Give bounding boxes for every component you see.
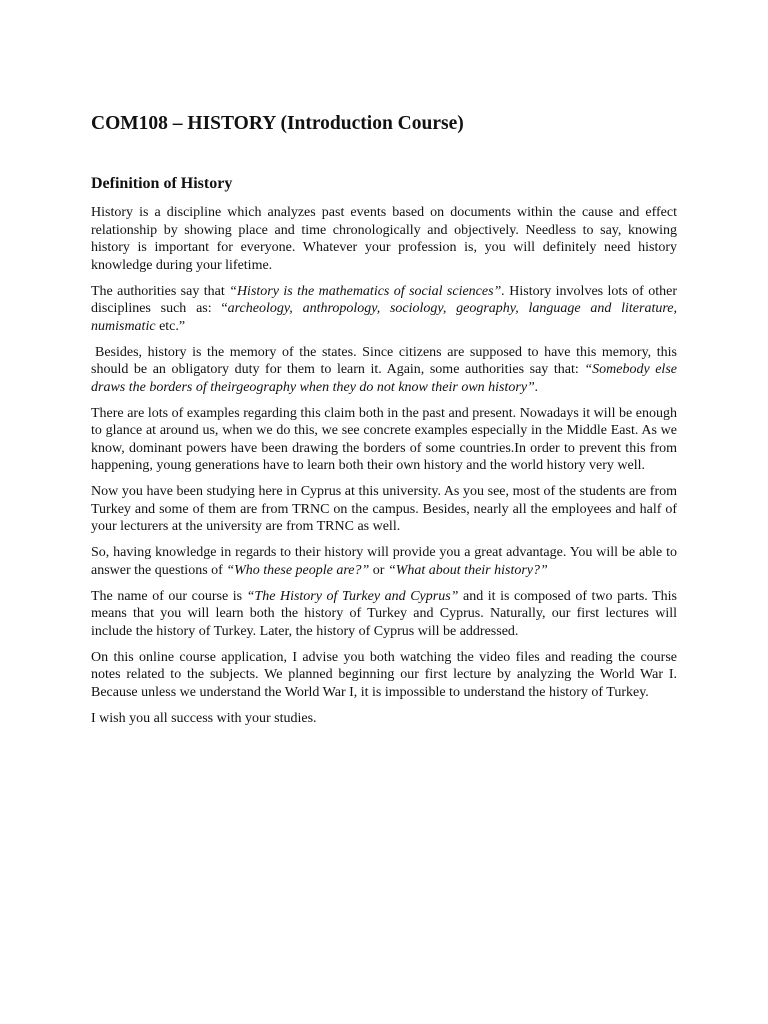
paragraph-2-text-a: The authorities say that [91,283,230,299]
paragraph-6 [91,544,677,579]
paragraph-4: There are lots of examples regarding this claim both in the past and present. Nowadays it will be enough to glance at around us, when we do this, we see concrete examples especially in the Middle East. As we know, dominant powers have been drawing the borders of some countries.In order to prevent this from happening, young generations have to learn both their own history and the world history very well. [91,405,677,473]
paragraph-6-text-b: or [369,562,388,578]
paragraph-3-text-a: Besides, history is the memory of the states. Since citizens are supposed to have this memory, this should be an obligatory duty for them to learn it. Again, some authorities say that: [91,344,677,377]
paragraph-3 [91,344,677,397]
paragraph-6-text-a: So, having knowledge in regards to their history will provide you a great advantage. You will be able to answer the questions of [91,545,677,578]
paragraph-2-text-b: History involves lots of other disciplines such as: “ [91,283,677,316]
paragraph-8: On this online course application, I advise you both watching the video files and reading the course notes related to the subjects. We planned beginning our first lecture by analyzing the World War I. Because unless we understand the World War I, it is impossible to understand the history of Turkey. [91,649,677,700]
paragraph-2-text-c: etc.” [155,318,186,334]
paragraph-6-quote-1: “Who these people are?” [226,562,370,578]
paragraph-2 [91,283,677,336]
section-heading: Definition of History [91,175,233,192]
paragraph-3-quote: “Somebody else draws the borders of theirgeography when they do not know their own history”. [91,362,677,395]
paragraph-6-quote-2: “What about their history?” [387,562,548,578]
paragraph-5: Now you have been studying here in Cyprus at this university. As you see, most of the students are from Turkey and some of them are from TRNC on the campus. Besides, nearly all the employees and half of your lecturers at the university are from TRNC as well. [91,484,677,534]
document-page [91,112,677,736]
paragraph-2-quote-1: “History is the mathematics of social sciences”. [229,283,505,299]
paragraph-1: History is a discipline which analyzes past events based on documents within the cause and effect relationship by showing place and time chronologically and objectively. Needless to say, knowing history is important for everyone. Whatever your profession is, you will definitely need history knowledge during your lifetime. [91,205,677,273]
paragraph-7-quote: “The History of Turkey and Cyprus” [246,588,459,604]
document-title: COM108 – HISTORY (Introduction Course) [91,113,464,134]
paragraph-7-text-b: and it is composed of two parts. This means that you will learn both the history of Turkey and Cyprus. Naturally, our first lectures will include the history of Turkey. Later, the history of Cyprus will be addressed. [91,588,678,639]
paragraph-9: I wish you all success with your studies. [91,710,317,726]
paragraph-2-quote-2: archeology, anthropology, sociology, geography, language and literature, numismatic [91,301,677,334]
paragraph-7-text-a: The name of our course is [91,588,247,604]
paragraph-7 [91,588,677,641]
